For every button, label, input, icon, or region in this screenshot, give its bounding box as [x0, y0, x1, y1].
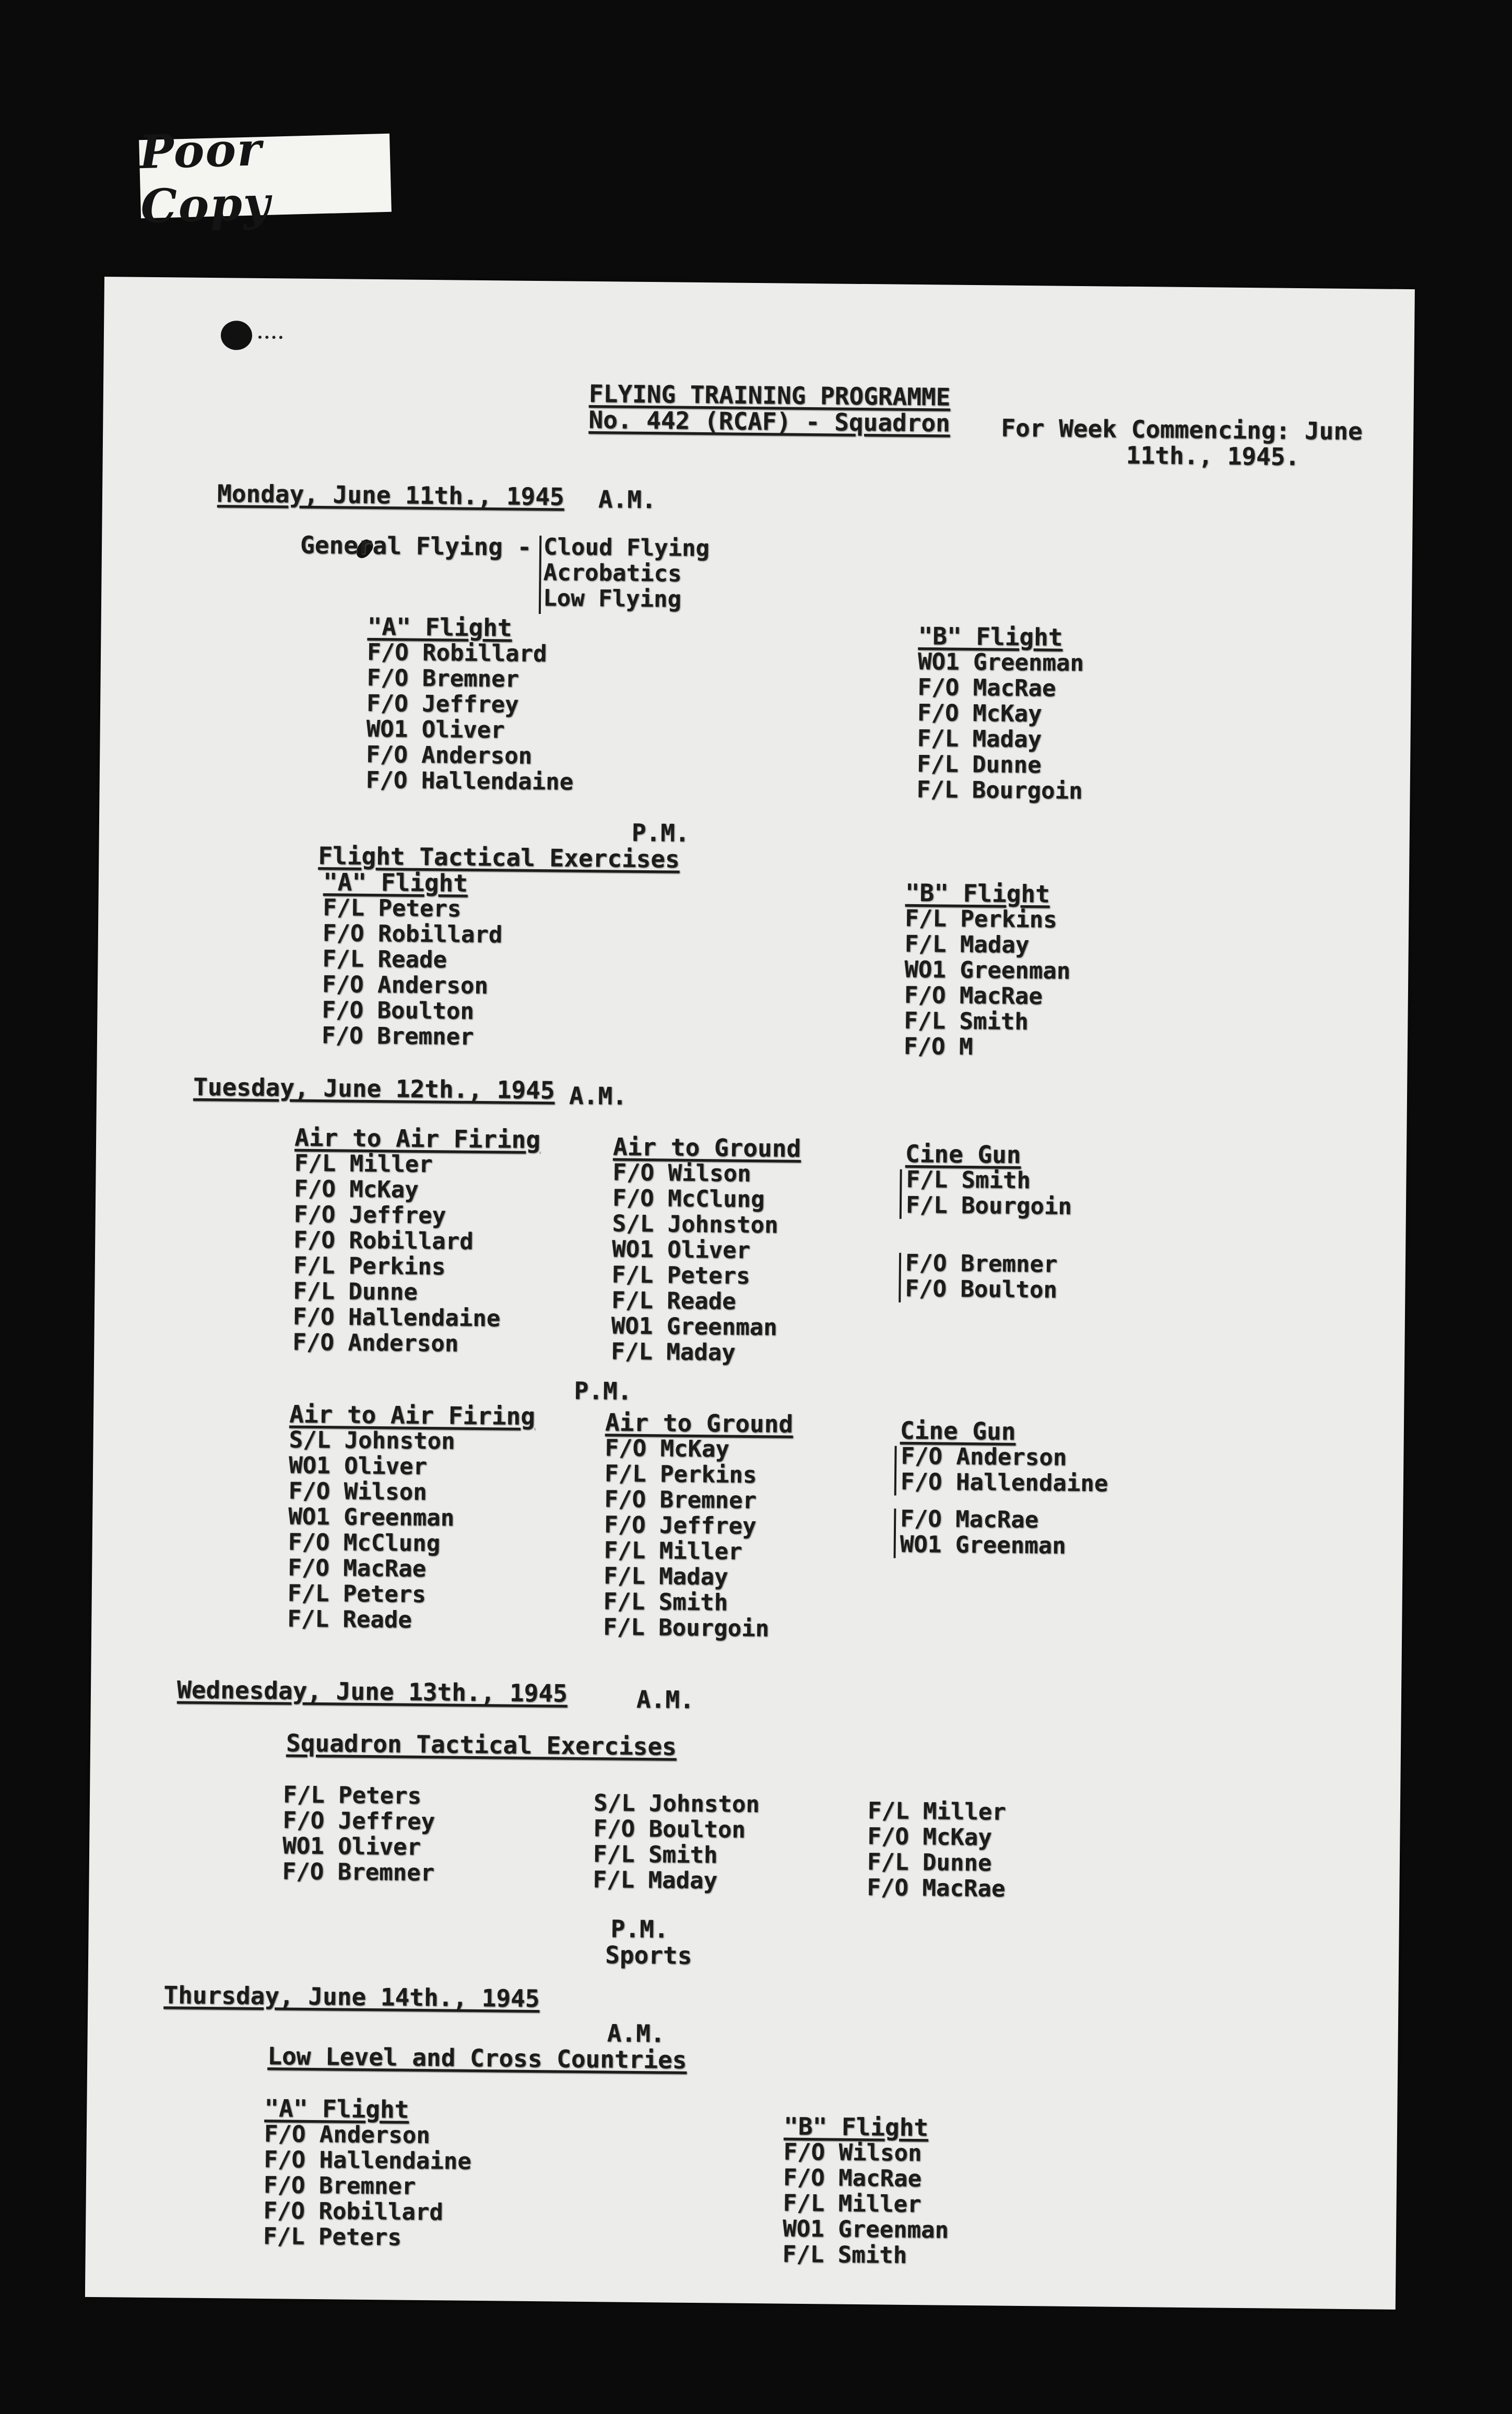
- list-item: F/L Perkins: [293, 1252, 446, 1281]
- thursday-date: Thursday, June 14th., 1945: [163, 1981, 540, 2013]
- list-item: WO1 Oliver: [282, 1832, 421, 1861]
- list-item: F/L Smith: [782, 2241, 907, 2269]
- poor-copy-stamp: [138, 122, 392, 234]
- list-item: F/O Hallendaine: [292, 1303, 501, 1332]
- pm-cine-gun-heading: Cine Gun: [900, 1416, 1016, 1446]
- list-item: F/L Bourgoin: [916, 776, 1083, 805]
- a-flight-heading: "A" Flight: [367, 612, 512, 642]
- a-flight-list: [366, 640, 575, 795]
- list-item: F/L Smith: [593, 1841, 718, 1869]
- list-item: F/O McClung: [288, 1529, 441, 1557]
- list-item: F/O Jeffrey: [366, 690, 519, 718]
- wednesday-pm: P.M.: [610, 1914, 669, 1944]
- list-item: F/O Jeffrey: [604, 1511, 757, 1540]
- thursday-a-flight-heading: "A" Flight: [264, 2094, 409, 2124]
- list-item: F/O MacRae: [904, 981, 1043, 1010]
- am-cine-gun-list-1: [906, 1167, 1072, 1220]
- list-item: F/O Boulton: [905, 1275, 1058, 1304]
- list-item: F/O Robillard: [367, 638, 547, 668]
- bracket: [899, 1253, 901, 1303]
- wednesday-sports: Sports: [605, 1940, 692, 1970]
- list-item: F/O Wilson: [288, 1477, 427, 1506]
- list-item: F/L Perkins: [604, 1460, 757, 1489]
- list-item: F/O Wilson: [612, 1159, 751, 1187]
- pm-cine-gun-list-1: [901, 1443, 1108, 1497]
- document-page: [85, 277, 1415, 2310]
- list-item: F/O Robillard: [263, 2197, 444, 2226]
- ink-dots: [258, 336, 282, 340]
- week-date: 11th., 1945.: [1126, 441, 1300, 471]
- am-air-to-air-heading: Air to Air Firing: [294, 1123, 541, 1154]
- list-item: F/L Maday: [904, 930, 1030, 959]
- list-item: F/O Bremner: [604, 1486, 757, 1514]
- pm-a-flight-list: [322, 895, 503, 1050]
- wednesday-col-3: [867, 1798, 1006, 1902]
- pm-air-to-ground-heading: Air to Ground: [605, 1408, 794, 1438]
- wednesday-am: A.M.: [636, 1685, 694, 1714]
- bracket: [539, 536, 541, 614]
- am-cine-gun-heading: Cine Gun: [905, 1139, 1021, 1169]
- tuesday-pm: P.M.: [574, 1376, 632, 1405]
- list-item: WO1 Greenman: [900, 1531, 1066, 1559]
- list-item: F/O MacRae: [917, 673, 1056, 702]
- list-item: F/L Maday: [917, 725, 1042, 753]
- list-item: F/L Smith: [904, 1007, 1029, 1036]
- pm-air-to-air-heading: Air to Air Firing: [289, 1400, 536, 1431]
- doc-title: FLYING TRAINING PROGRAMME: [588, 379, 951, 411]
- list-item: WO1 Greenman: [917, 648, 1084, 677]
- tuesday-date: Tuesday, June 12th., 1945: [193, 1072, 555, 1105]
- am-air-to-ground-list: [611, 1159, 779, 1366]
- thursday-a-flight-list: [263, 2121, 472, 2251]
- list-item: F/O Anderson: [365, 741, 533, 770]
- list-item: F/O Hallendaine: [900, 1468, 1108, 1497]
- pm-cine-gun-list-2: [900, 1506, 1067, 1559]
- list-item: F/L Maday: [603, 1563, 728, 1591]
- wednesday-col-1: [282, 1782, 435, 1886]
- list-item: F/L Peters: [282, 1781, 422, 1809]
- list-item: F/O Jeffrey: [293, 1201, 446, 1229]
- am-air-to-ground-heading: Air to Ground: [612, 1132, 801, 1163]
- pm-air-to-air-list: [287, 1427, 455, 1633]
- wednesday-date: Wednesday, June 13th., 1945: [176, 1675, 568, 1708]
- list-item: F/O Hallendaine: [365, 766, 574, 796]
- monday-am: A.M.: [598, 485, 656, 514]
- list-item: F/O MacRae: [288, 1554, 427, 1583]
- list-item: F/L Peters: [611, 1261, 750, 1289]
- list-item: F/L Reade: [287, 1605, 412, 1634]
- bracket: [894, 1509, 896, 1558]
- b-flight-list: [916, 649, 1084, 804]
- list-item: WO1 Greenman: [782, 2215, 949, 2244]
- list-item: F/O McClung: [612, 1185, 765, 1213]
- list-item: F/O Robillard: [322, 920, 503, 949]
- list-item: F/L Peters: [323, 894, 462, 922]
- general-flying-list: [543, 534, 710, 612]
- tuesday-am: A.M.: [569, 1081, 628, 1110]
- squadron-tactical-heading: Squadron Tactical Exercises: [286, 1729, 677, 1761]
- list-item: F/L Reade: [322, 945, 447, 974]
- list-item: F/L Smith: [906, 1166, 1031, 1194]
- list-item: F/L Maday: [593, 1866, 718, 1895]
- list-item: Cloud Flying: [543, 534, 710, 562]
- list-item: F/O Bremner: [905, 1249, 1058, 1278]
- list-item: F/O M: [903, 1033, 973, 1061]
- bracket: [900, 1169, 902, 1219]
- list-item: F/O Robillard: [293, 1226, 474, 1255]
- list-item: F/O Anderson: [322, 971, 489, 1000]
- list-item: WO1 Oliver: [288, 1452, 428, 1481]
- list-item: Acrobatics: [543, 559, 682, 587]
- list-item: F/O Boulton: [322, 997, 475, 1025]
- list-item: Low Flying: [542, 585, 682, 613]
- list-item: F/O McKay: [294, 1175, 419, 1203]
- thursday-b-flight-list: [782, 2139, 949, 2269]
- list-item: F/L Reade: [611, 1287, 736, 1315]
- list-item: F/O Hallendaine: [264, 2146, 471, 2175]
- list-item: F/O Anderson: [901, 1442, 1067, 1471]
- pm-b-flight-list: [904, 906, 1071, 1061]
- list-item: F/L Bourgoin: [603, 1614, 770, 1642]
- list-item: F/L Miller: [294, 1150, 433, 1178]
- week-commencing: For Week Commencing: June: [1001, 413, 1363, 446]
- list-item: F/L Perkins: [905, 905, 1057, 933]
- list-item: F/O Wilson: [783, 2138, 922, 2167]
- list-item: F/L Miller: [783, 2190, 922, 2218]
- squadron-title: No. 442 (RCAF) - Squadron: [588, 405, 950, 437]
- list-item: F/L Miller: [867, 1797, 1006, 1826]
- list-item: F/O Jeffrey: [282, 1807, 435, 1836]
- list-item: F/O Boulton: [593, 1815, 746, 1843]
- list-item: F/O MacRae: [783, 2164, 922, 2193]
- list-item: F/L Bourgoin: [905, 1191, 1072, 1220]
- list-item: F/O MacRae: [900, 1505, 1039, 1534]
- list-item: S/L Johnston: [612, 1210, 778, 1239]
- list-item: F/L Dunne: [916, 750, 1042, 779]
- bracket: [894, 1446, 897, 1496]
- list-item: F/O Bremner: [282, 1858, 435, 1887]
- list-item: S/L Johnston: [593, 1790, 760, 1818]
- pm-a-flight-heading: "A" Flight: [323, 868, 468, 897]
- list-item: F/L Miller: [604, 1537, 742, 1565]
- list-item: F/O Bremner: [367, 664, 519, 693]
- list-item: F/L Dunne: [867, 1849, 992, 1877]
- pm-b-flight-heading: "B" Flight: [905, 878, 1050, 908]
- list-item: F/L Maday: [611, 1338, 736, 1366]
- list-item: F/O Bremner: [263, 2172, 416, 2200]
- list-item: WO1 Oliver: [611, 1236, 751, 1264]
- pm-air-to-ground-list: [603, 1435, 771, 1641]
- list-item: F/L Peters: [263, 2223, 402, 2251]
- am-cine-gun-list-2: [905, 1250, 1057, 1303]
- list-item: F/O McKay: [867, 1823, 993, 1851]
- flight-tactical-heading: Flight Tactical Exercises: [318, 841, 680, 873]
- list-item: WO1 Greenman: [288, 1503, 455, 1532]
- list-item: F/O MacRae: [867, 1874, 1006, 1902]
- b-flight-heading: "B" Flight: [918, 621, 1063, 652]
- thursday-b-flight-heading: "B" Flight: [783, 2112, 929, 2142]
- list-item: F/L Smith: [603, 1588, 728, 1616]
- list-item: F/O Anderson: [292, 1329, 459, 1357]
- general-flying-label: General Flying -: [300, 530, 532, 561]
- ink-blot: [221, 321, 253, 350]
- list-item: F/L Dunne: [293, 1277, 418, 1306]
- thursday-am: A.M.: [607, 2019, 665, 2048]
- list-item: S/L Johnston: [289, 1426, 455, 1455]
- list-item: WO1 Greenman: [611, 1312, 777, 1341]
- stamp-text: Poor Copy: [138, 122, 272, 234]
- list-item: WO1 Oliver: [366, 715, 505, 744]
- am-air-to-air-list: [292, 1151, 502, 1357]
- list-item: F/O McKay: [605, 1435, 730, 1463]
- low-level-heading: Low Level and Cross Countries: [267, 2042, 687, 2074]
- list-item: F/O Anderson: [264, 2121, 430, 2149]
- wednesday-col-2: [593, 1790, 760, 1894]
- list-item: F/O McKay: [917, 699, 1042, 728]
- list-item: F/L Peters: [287, 1580, 426, 1608]
- monday-pm: P.M.: [631, 818, 690, 847]
- monday-date: Monday, June 11th., 1945: [217, 479, 564, 511]
- list-item: F/O Bremner: [321, 1022, 474, 1050]
- list-item: WO1 Greenman: [904, 956, 1071, 985]
